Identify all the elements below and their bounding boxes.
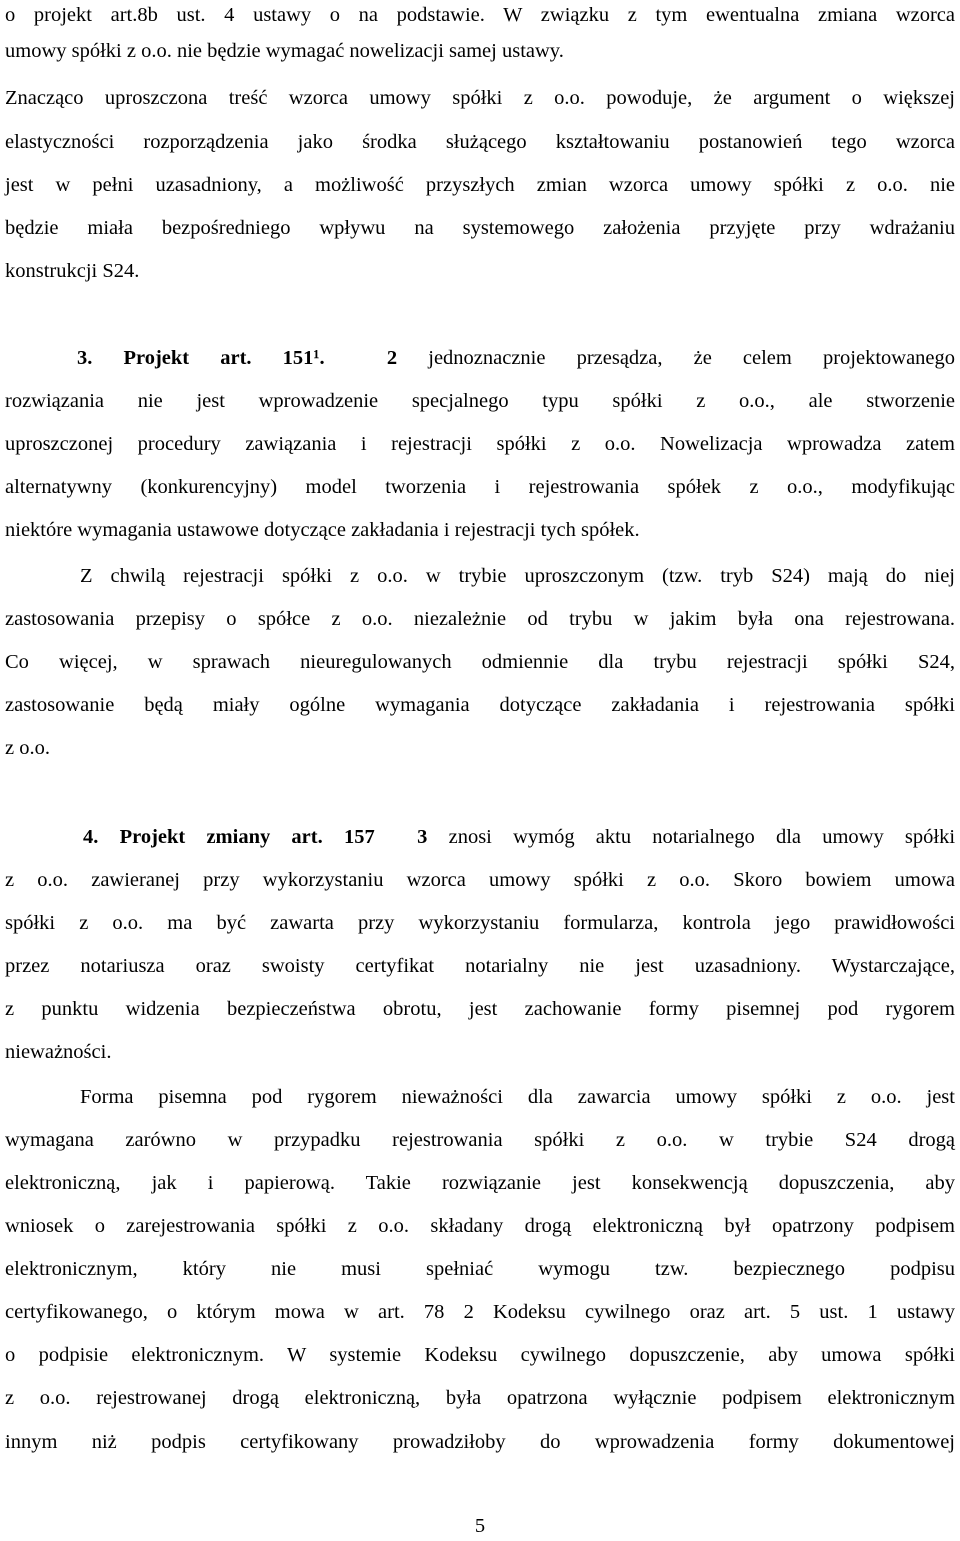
text-line: wniosek o zarejestrowania spółki z o.o. składany drogą elektroniczną był opatrzony podpisem (5, 1215, 955, 1237)
text-line: Co więcej, w sprawach nieuregulowanych odmiennie dla trybu rejestracji spółki S24, (5, 651, 955, 673)
paragraph-number: 3 (417, 826, 428, 848)
text-line: elektronicznym, który nie musi spełniać wymogu tzw. bezpiecznego podpisu (5, 1258, 955, 1280)
text-line: alternatywny (konkurencyjny) model tworzenia i rejestrowania spółek z o.o., modyfikując (5, 476, 955, 498)
text-line: o podpisie elektronicznym. W systemie Kodeksu cywilnego dopuszczenie, aby umowa spółki (5, 1344, 955, 1366)
text-line: będzie miała bezpośredniego wpływu na systemowego założenia przyjęte przy wdrażaniu (5, 217, 955, 239)
section-number: 4. (83, 826, 99, 848)
text-line: przez notariusza oraz swoisty certyfikat notarialny nie jest uzasadniony. Wystarczające, (5, 955, 955, 977)
text-line: certyfikowanego, o którym mowa w art. 78 2 Kodeksu cywilnego oraz art. 5 ust. 1 ustawy (5, 1301, 955, 1323)
text-line: umowy spółki z o.o. nie będzie wymagać nowelizacji samej ustawy. (5, 40, 564, 62)
text-line: elastyczności rozporządzenia jako środka służącego kształtowaniu postanowień tego wzorca (5, 131, 955, 153)
paragraph-number: 2 (386, 347, 398, 369)
text-line: niektóre wymagania ustawowe dotyczące zakładania i rejestracji tych spółek. (5, 519, 640, 541)
section-4-heading-line (83, 822, 955, 852)
text-line: z o.o. rejestrowanej drogą elektroniczną, była opatrzona wyłącznie podpisem elektronicznym (5, 1387, 955, 1409)
section-heading: Projekt zmiany art. (119, 826, 323, 848)
text-line: nieważności. (5, 1041, 112, 1063)
text-line: z o.o. zawieranej przy wykorzystaniu wzorca umowy spółki z o.o. Skoro bowiem umowa (5, 869, 955, 891)
page-number: 5 (474, 1515, 486, 1537)
text-line: zastosowanie będą miały ogólne wymagania dotyczące zakładania i rejestrowania spółki (5, 694, 955, 716)
section-number: 3. (77, 347, 93, 369)
text-line: elektroniczną, jak i papierową. Takie rozwiązanie jest konsekwencją dopuszczenia, aby (5, 1172, 955, 1194)
text-line: Z chwilą rejestracji spółki z o.o. w trybie uproszczonym (tzw. tryb S24) mają do niej (80, 565, 955, 587)
section-heading: Projekt art. 151¹. (123, 347, 325, 369)
text-line: konstrukcji S24. (5, 260, 140, 282)
text-fragment: znosi wymóg aktu notarialnego dla umowy spółki (427, 826, 956, 848)
text-line: jest w pełni uzasadniony, a możliwość przyszłych zmian wzorca umowy spółki z o.o. nie (5, 174, 955, 196)
text-line: z o.o. (5, 737, 50, 759)
text-line: zastosowania przepisy o spółce z o.o. niezależnie od trybu w jakim była ona rejestrowana. (5, 608, 955, 630)
paragraph-symbol-icon (396, 826, 417, 848)
text-line: wymagana zarówno w przypadku rejestrowania spółki z o.o. w trybie S24 drogą (5, 1129, 955, 1151)
section-3-heading-line (77, 343, 955, 373)
text-line: z punktu widzenia bezpieczeństwa obrotu, jest zachowanie formy pisemnej pod rygorem (5, 998, 955, 1020)
article-number: 157 (343, 826, 375, 848)
paragraph-symbol-icon (356, 347, 387, 369)
text-line: Znacząco uproszczona treść wzorca umowy spółki z o.o. powoduje, że argument o większej (5, 87, 955, 109)
text-line: rozwiązania nie jest wprowadzenie specjalnego typu spółki z o.o., ale stworzenie (5, 390, 955, 412)
text-line: uproszczonej procedury zawiązania i rejestracji spółki z o.o. Nowelizacja wprowadza zatem (5, 433, 955, 455)
text-line: innym niż podpis certyfikowany prowadziłoby do wprowadzenia formy dokumentowej (5, 1431, 955, 1453)
text-line: Forma pisemna pod rygorem nieważności dla zawarcia umowy spółki z o.o. jest (80, 1086, 955, 1108)
text-line: spółki z o.o. ma być zawarta przy wykorzystaniu formularza, kontrola jego prawidłowości (5, 912, 955, 934)
text-line: o projekt art.8b ust. 4 ustawy o na podstawie. W związku z tym ewentualna zmiana wzorca (5, 4, 955, 26)
text-fragment: jednoznacznie przesądza, że celem projektowanego (397, 347, 956, 369)
